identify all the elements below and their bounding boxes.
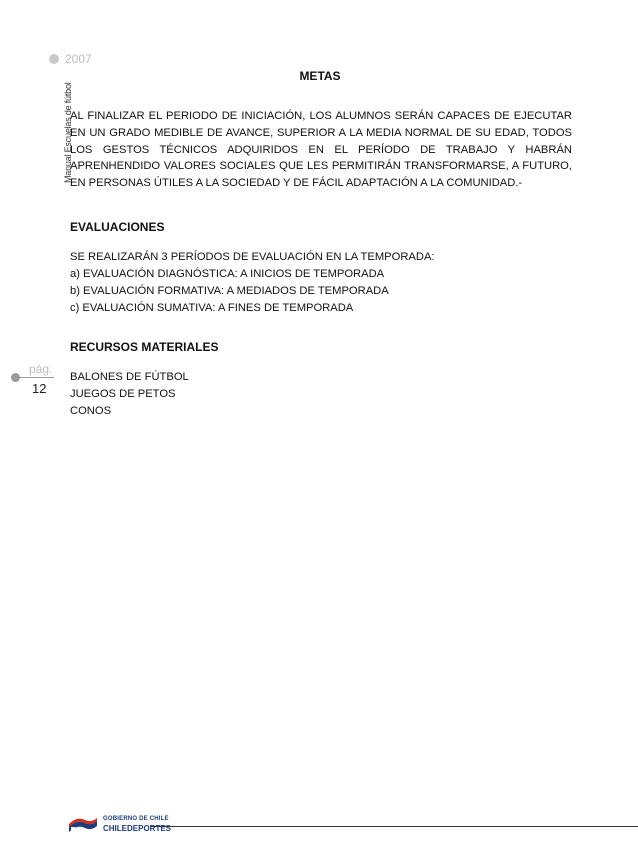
paragraph-line: AL FINALIZAR EL PERIODO DE INICIACIÓN, LOS ALUMNOS SERÁN CAPACES DE EJECUTAR (70, 110, 572, 122)
list-item: a) EVALUACIÓN DIAGNÓSTICA: A INICIOS DE TEMPORADA (70, 268, 385, 280)
page-marker-dot (11, 373, 20, 382)
evaluaciones-heading: EVALUACIONES (70, 220, 165, 234)
paragraph-line: EN UN GRADO MEDIBLE DE AVANCE, SUPERIOR A LA MEDIA NORMAL DE SU EDAD, TODOS (70, 126, 572, 139)
logo-text-gobierno: GOBIERNO DE CHILE (103, 816, 169, 822)
footer-rule (150, 826, 638, 827)
paragraph-line: LOS GESTOS TÉCNICOS ADQUIRIDOS EN EL PERÍODO DE TRABAJO Y HABRÁN (70, 143, 572, 156)
year-dot (49, 54, 59, 64)
list-item: b) EVALUACIÓN FORMATIVA: A MEDIADOS DE TEMPORADA (70, 285, 389, 297)
evaluaciones-list (70, 249, 435, 317)
chiledeportes-logo (67, 815, 172, 837)
logo-text-chiledeportes: CHILEDEPORTES (103, 824, 172, 833)
paragraph-line: APRENHENDIDO VALORES SOCIALES QUE LES PERMITIRÁN TRANSFORMARSE, A FUTURO, (70, 160, 572, 173)
evaluaciones-intro: SE REALIZARÁN 3 PERÍODOS DE EVALUACIÓN EN LA TEMPORADA: (70, 251, 435, 263)
recursos-heading: RECURSOS MATERIALES (70, 340, 219, 354)
year-label: 2007 (65, 52, 92, 66)
page-number: 12 (32, 381, 47, 396)
page-marker-line (16, 377, 54, 378)
list-item: JUEGOS DE PETOS (70, 388, 176, 400)
list-item: CONOS (70, 405, 112, 417)
page-title: METAS (299, 69, 341, 83)
list-item: BALONES DE FÚTBOL (70, 371, 189, 383)
manual-title-vertical: Manual Escuelas de fútbol (63, 82, 73, 183)
chile-flag-icon (67, 817, 99, 833)
metas-paragraph (70, 108, 572, 192)
list-item: c) EVALUACIÓN SUMATIVA: A FINES DE TEMPORADA (70, 302, 354, 314)
page-label: pág. (29, 362, 53, 376)
paragraph-line: EN PERSONAS ÚTILES A LA SOCIEDAD Y DE FÁCIL ADAPTACIÓN A LA COMUNIDAD.- (70, 177, 523, 190)
recursos-list (70, 369, 189, 420)
